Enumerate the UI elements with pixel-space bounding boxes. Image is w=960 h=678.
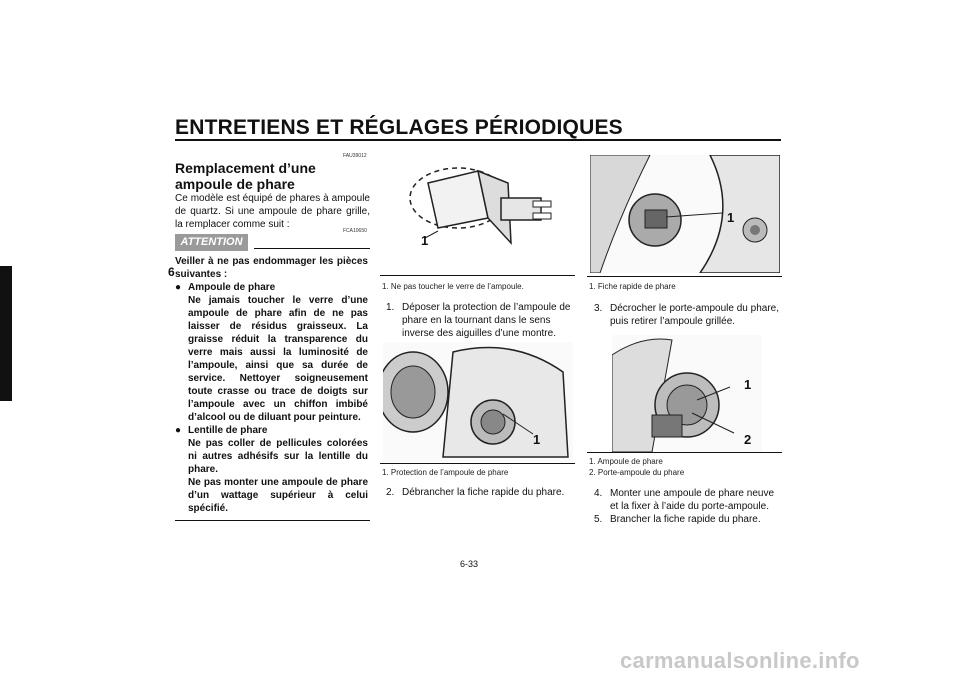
caution-item-text: Ne pas monter une ampoule de phare d’un wattage supérieur à celui spécifié. [188, 477, 368, 514]
chapter-number: 6 [168, 265, 175, 279]
step-text: Monter une ampoule de phare neuve et la fixer à l’aide du porte-ampoule. [610, 488, 775, 512]
caution-item-text: Ne pas coller de pellicules colorées ni autres adhésifs sur la lentille du phare. [188, 438, 368, 475]
callout-label: 1 [421, 233, 429, 248]
step-number: 5. [594, 514, 603, 525]
page-number: 6-33 [460, 559, 479, 569]
figure-caption: 1. Ampoule de phare [589, 457, 663, 466]
figure-caption: 1. Ne pas toucher le verre de l’ampoule. [382, 282, 524, 291]
figure-caption: 1. Fiche rapide de phare [589, 282, 676, 291]
caution-lead: Veiller à ne pas endommager les pièces suivantes : [175, 256, 368, 280]
step-number: 2. [386, 487, 395, 498]
step-text: Débrancher la fiche rapide du phare. [402, 487, 565, 498]
figure-cover-image [383, 342, 573, 462]
figure-bulb-image [383, 153, 573, 273]
section-code: FAU39012 [343, 153, 367, 159]
step-text: Décrocher le porte-ampoule du phare, puis retirer l’ampoule grillée. [610, 303, 779, 327]
caution-code: FCA10650 [343, 228, 367, 234]
caution-item-title: Lentille de phare [188, 425, 268, 436]
callout-label: 1 [727, 210, 735, 225]
caution-badge: ATTENTION [175, 234, 248, 251]
bullet-icon: ● [175, 425, 182, 436]
figure-connector-image [590, 155, 780, 273]
caution-item-title: Ampoule de phare [188, 282, 276, 293]
step-number: 1. [386, 302, 395, 313]
bullet-icon: ● [175, 282, 182, 293]
step-number: 3. [594, 303, 603, 314]
figure-caption: 2. Porte-ampoule du phare [589, 468, 685, 477]
callout-label: 2 [744, 432, 752, 447]
caution-body [175, 255, 368, 515]
caution-end-rule [175, 520, 370, 521]
chapter-tab [0, 266, 12, 401]
caption-rule [380, 275, 575, 276]
callout-label: 1 [744, 377, 752, 392]
watermark: carmanualsonline.info [620, 648, 860, 673]
step-item [594, 487, 782, 513]
header-rule [175, 139, 781, 141]
step-text: Brancher la fiche rapide du phare. [610, 514, 761, 525]
step-text: Déposer la protection de l’ampoule de phare en la tournant dans le sens inverse des aiguilles d’une montre. [402, 302, 571, 339]
caption-rule [380, 463, 575, 464]
figure-caption: 1. Protection de l’ampoule de phare [382, 468, 509, 477]
caution-item-text: Ne jamais toucher le verre d’une ampoule de phare afin de ne pas laisser de résidus graisseux. La graisse réduit la transparence du verre mais aussi la luminosité de l’ampoule, ainsi que sa durée de service. Nettoyer soigneusement toute crasse ou trace de doigts sur l’ampoule avec un chiffon imbibé d’alcool ou de diluant pour peinture. [188, 295, 368, 423]
step-number: 4. [594, 488, 603, 499]
step-item [594, 513, 782, 526]
figure-holder-image [612, 335, 762, 452]
caution-rule [254, 248, 370, 249]
caption-rule [587, 452, 782, 453]
section-title: Remplacement d’une ampoule de phare [175, 160, 316, 192]
step-item [386, 486, 576, 499]
callout-label: 1 [533, 432, 541, 447]
page-header-title: ENTRETIENS ET RÉGLAGES PÉRIODIQUES [175, 116, 623, 139]
step-item [594, 302, 782, 328]
caution-item [175, 281, 368, 294]
section-intro: Ce modèle est équipé de phares à ampoule de quartz. Si une ampoule de phare grille, la remplacer comme suit : [175, 193, 370, 230]
step-item [386, 301, 576, 340]
caution-item [175, 424, 368, 437]
caption-rule [587, 276, 782, 277]
